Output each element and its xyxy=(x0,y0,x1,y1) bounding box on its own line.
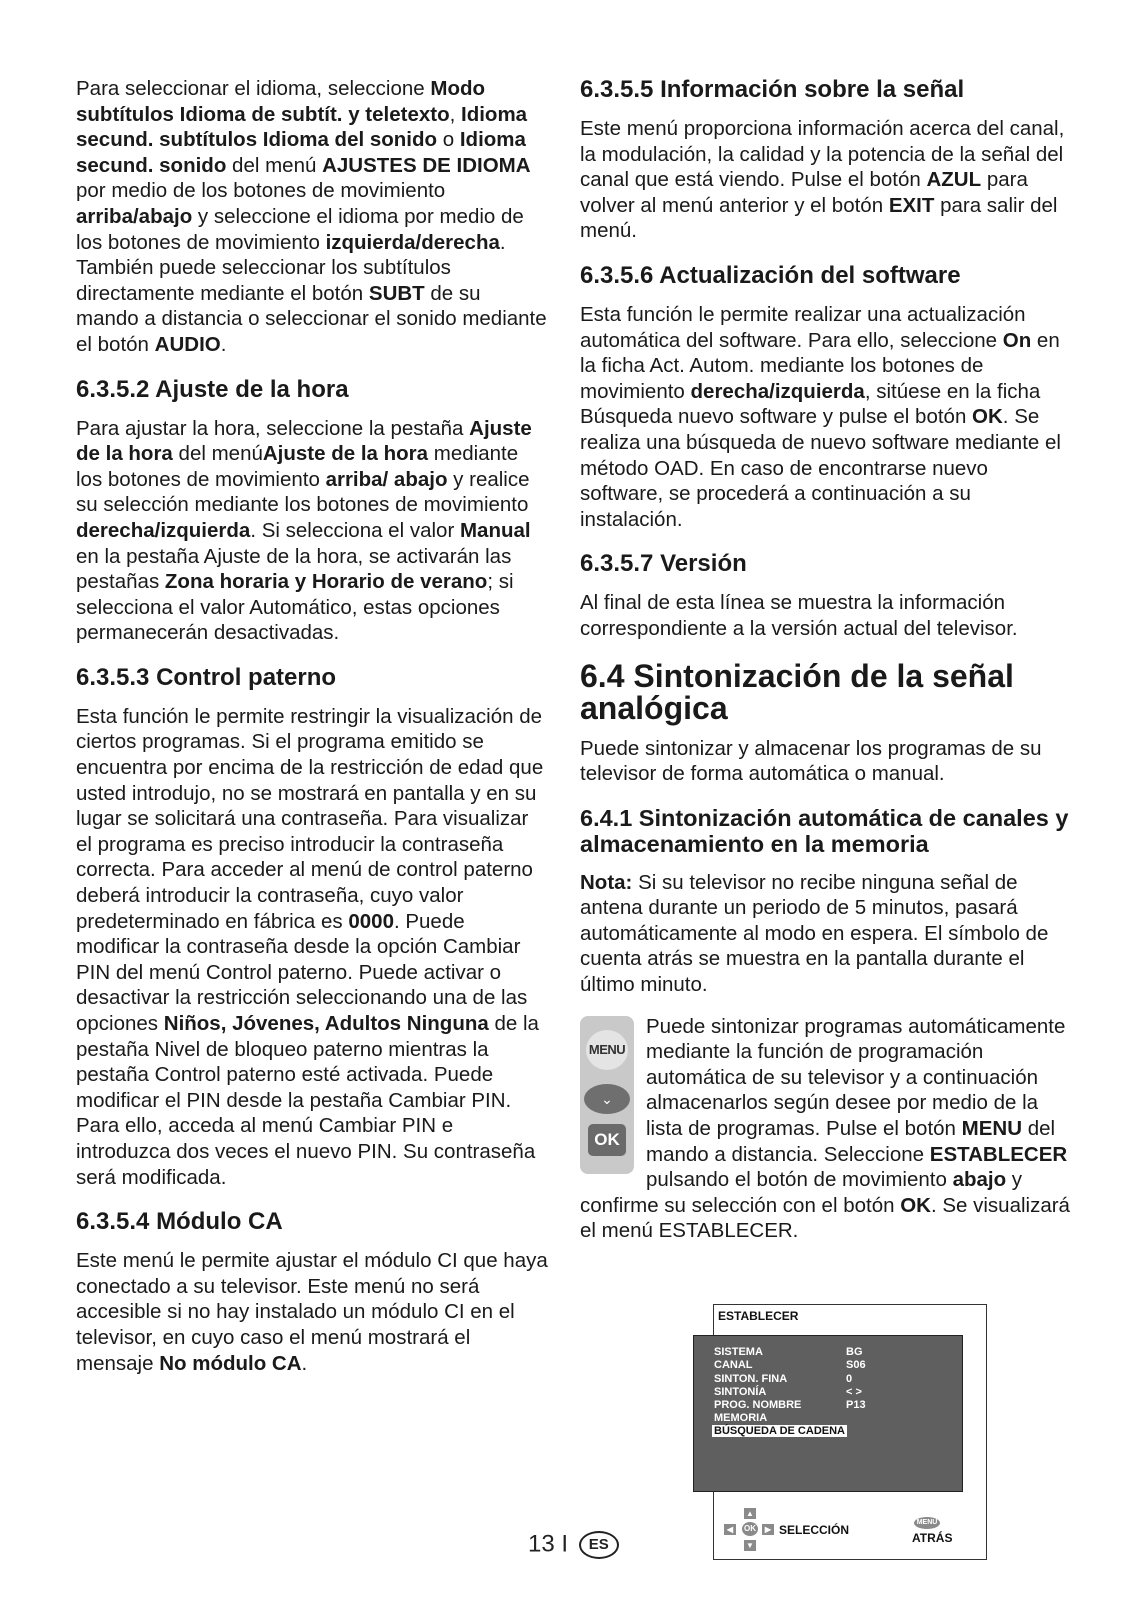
osd-row-label: SISTEMA xyxy=(714,1346,763,1358)
footer-separator: I xyxy=(561,1530,569,1558)
heading-modulo-ca: 6.3.5.4 Módulo CA xyxy=(76,1208,283,1236)
intro-paragraph: Para seleccionar el idioma, seleccione Modo subtítulos Idioma de subtít. y teletexto, Idioma secund. subtítulos Idioma del sonido o Idioma secund. sonido del menú AJUSTES DE IDIOMA por medio de los botones de movimiento arriba/abajo y seleccione el idioma por medio de los botones de movimiento izquierda/derecha. También puede seleccionar los subtítulos directamente mediante el botón SUBT de su mando a distancia o seleccionar el sonido mediante el botón AUDIO. xyxy=(76,77,547,356)
heading-actualizacion-software: 6.3.5.6 Actualización del software xyxy=(580,261,961,289)
control-paterno-paragraph: Esta función le permite restringir la visualización de ciertos programas. Si el programa emitido se encuentra por encima de la restricción de edad que usted introdujo, no se mostrará en pantalla y en su lugar se solicitará una contraseña. Para visualizar el programa es preciso introducir la contraseña correcta. Para acceder al menú de control paterno deberá introducir la contraseña, cuyo valor predeterminado en fábrica es 0000. Puede modificar la contraseña desde la opción Cambiar PIN del menú Control paterno. Puede activar o desactivar la restricción seleccionando una de las opciones Niños, Jóvenes, Adultos Ninguna de la pestaña Nivel de bloqueo paterno mientras la pestaña Control paterno esté activada. Puede modificar el PIN desde la pestaña Cambiar PIN. Para ello, acceda al menú Cambiar PIN e introduzca dos veces el nuevo PIN. Su contraseña será modificada. xyxy=(76,704,544,1189)
heading-informacion-senal: 6.3.5.5 Información sobre la señal xyxy=(580,76,965,103)
osd-row-value: 0 xyxy=(846,1373,853,1385)
page-number: 13 xyxy=(528,1530,555,1558)
right-column xyxy=(580,76,1070,1244)
osd-navigation-keys xyxy=(724,1508,776,1552)
page-footer xyxy=(528,1530,619,1559)
osd-menu-panel xyxy=(693,1335,963,1492)
osd-selected-row: BÚSQUEDA DE CADENA xyxy=(714,1425,845,1437)
osd-row-label: CANAL xyxy=(714,1359,753,1371)
language-badge: ES xyxy=(579,1531,619,1559)
osd-selection-label: SELECCIÓN xyxy=(779,1523,850,1537)
heading-sintonizacion-automatica: 6.4.1 Sintonización automática de canales y almacenamiento en la memoria xyxy=(580,804,1069,858)
osd-row-label: SINTONÍA xyxy=(714,1386,767,1398)
actualizacion-software-paragraph: Esta función le permite realizar una actualización automática del software. Para ello, seleccione On en la ficha Act. Autom. mediante los botones de movimiento derecha/izquierda, sitúese en la ficha Búsqueda nuevo software y pulse el botón OK. Se realiza una búsqueda de nuevo software mediante el método OAD. En caso de encontrarse nuevo software, se procederá a continuación a su instalación. xyxy=(580,302,1061,531)
ok-key-icon: OK xyxy=(742,1522,758,1536)
ajuste-hora-paragraph: Para ajustar la hora, seleccione la pestaña Ajuste de la hora del menúAjuste de la hora mediante los botones de movimiento arriba/ abajo y realice su selección mediante los botones de movimiento derecha/izquierda. Si selecciona el valor Manual en la pestaña Ajuste de la hora, se activarán las pestañas Zona horaria y Horario de verano; si selecciona el valor Automático, estas opciones permanecerán desactivadas. xyxy=(76,416,532,645)
down-arrow-icon: ⌄ xyxy=(584,1084,630,1114)
remote-control-illustration xyxy=(580,1016,634,1174)
remote-paragraph: Puede sintonizar programas automáticamente mediante la función de programación automática de su televisor y a continuación almacenarlos según desee por medio de la lista de programas. Pulse el botón MENU del mando a distancia. Seleccione ESTABLECER pulsando el botón de movimiento abajo y confirme su selección con el botón OK. Se visualizará el menú ESTABLECER. xyxy=(580,1014,1070,1243)
left-arrow-icon: ◀ xyxy=(724,1524,736,1535)
version-paragraph: Al final de esta línea se muestra la información correspondiente a la versión actual del televisor. xyxy=(580,591,1018,640)
heading-sintonizacion-analogica: 6.4 Sintonización de la señal analógica xyxy=(580,657,1014,726)
osd-row-label: SINTON. FINA xyxy=(714,1373,788,1385)
heading-version: 6.3.5.7 Versión xyxy=(580,550,747,578)
ok-button-icon: OK xyxy=(588,1124,626,1156)
osd-row-label: MEMORIA xyxy=(714,1412,768,1424)
down-arrow-icon: ▼ xyxy=(744,1540,756,1551)
right-arrow-icon: ▶ xyxy=(762,1524,774,1535)
modulo-ca-paragraph: Este menú le permite ajustar el módulo CI que haya conectado a su televisor. Este menú no será accesible si no hay instalado un módulo CI en el televisor, en cuyo caso el menú mostrará el mensaje No módulo CA. xyxy=(76,1249,548,1375)
heading-ajuste-hora: 6.3.5.2 Ajuste de la hora xyxy=(76,375,349,403)
osd-row-value: < > xyxy=(846,1386,862,1398)
establecer-menu-screen xyxy=(713,1304,987,1560)
nota-paragraph: Nota: Si su televisor no recibe ninguna señal de antena durante un periodo de 5 minutos, pasará automáticamente al modo en espera. El símbolo de cuenta atrás se muestra en la pantalla durante el último minuto. xyxy=(580,870,1049,997)
remote-instruction xyxy=(580,1014,1070,1244)
osd-row-value: S06 xyxy=(846,1359,866,1371)
osd-row-label: PROG. NOMBRE xyxy=(714,1399,802,1411)
osd-back-label: ATRÁS xyxy=(912,1531,953,1545)
osd-row-value: BG xyxy=(846,1346,863,1358)
left-column xyxy=(76,76,548,1376)
osd-row-value: P13 xyxy=(846,1399,866,1411)
sintonizacion-paragraph: Puede sintonizar y almacenar los programas de su televisor de forma automática o manual. xyxy=(580,736,1042,786)
heading-control-paterno: 6.3.5.3 Control paterno xyxy=(76,663,337,691)
menu-key-icon: MENU xyxy=(914,1517,940,1529)
menu-button-icon: MENU xyxy=(586,1030,628,1070)
informacion-senal-paragraph: Este menú proporciona información acerca del canal, la modulación, la calidad y la potencia de la señal del canal que está viendo. Pulse el botón AZUL para volver al menú anterior y el botón EXIT para salir del menú. xyxy=(580,117,1065,243)
up-arrow-icon: ▲ xyxy=(744,1508,756,1519)
osd-title: ESTABLECER xyxy=(718,1309,799,1323)
